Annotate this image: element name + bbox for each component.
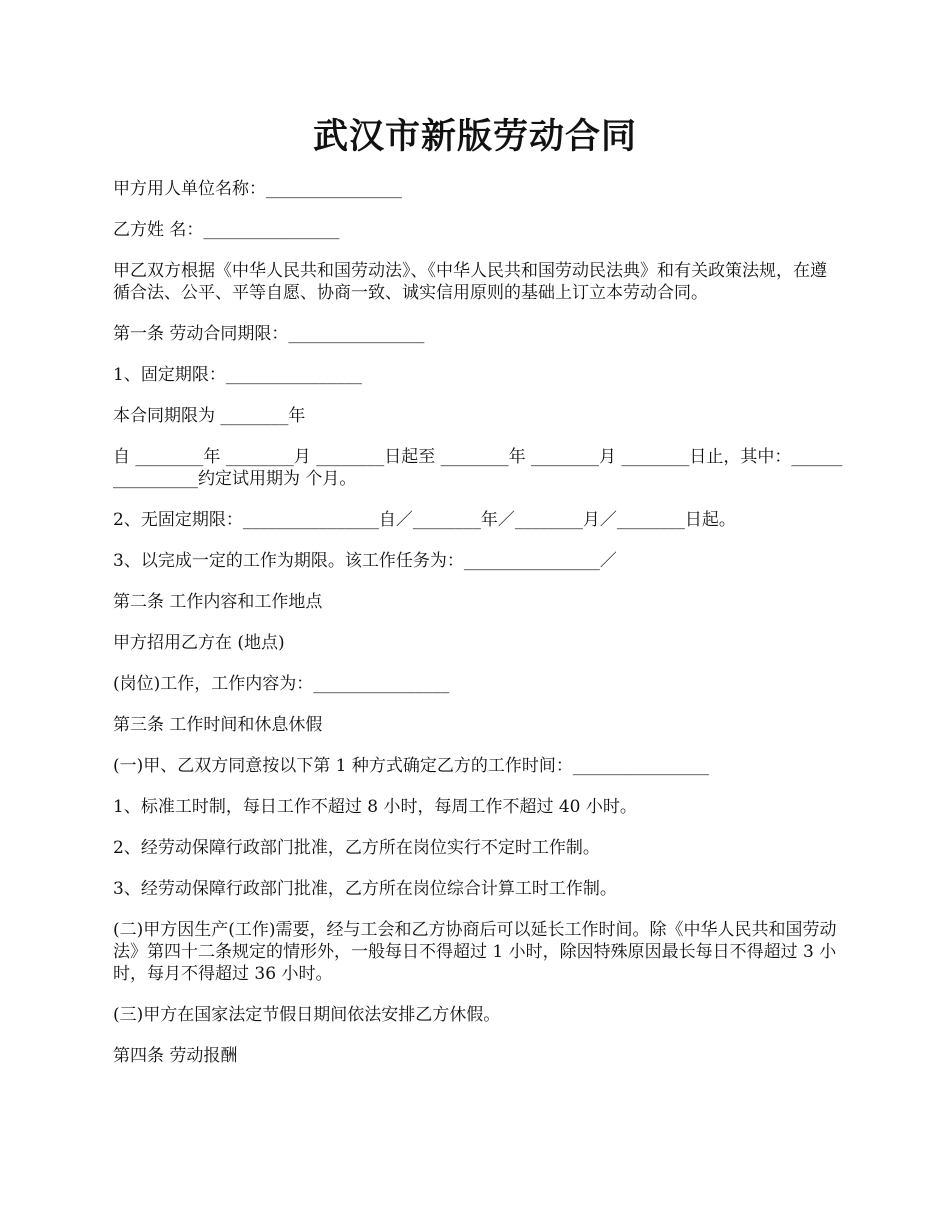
contract-years-line: 本合同期限为 ________年 [113,406,306,426]
fixed-term-line: 1、固定期限：________________ [113,365,362,385]
preamble-paragraph: 甲乙双方根据《中华人民共和国劳动法》、《中华人民共和国劳动民法典》和有关政策法规，在遵循合法、公平、平等自愿、协商一致、诚实信用原则的基础上订立本劳动合同。 [113,261,827,303]
article-2-heading: 第二条 工作内容和工作地点 [113,592,323,612]
open-term-line: 2、无固定期限：________________自／________年／________月／________日起。 [113,510,736,530]
article-4-heading: 第四条 劳动报酬 [113,1046,238,1066]
contract-dates-paragraph: 自 ________年 ________月 ________日起至 ________年 ________月 ________日止，其中：________________约定试用期为 个月。 [113,447,843,489]
article-3-heading: 第三条 工作时间和休息休假 [113,715,323,735]
overtime-paragraph: (二)甲方因生产(工作)需要，经与工会和乙方协商后可以延长工作时间。除《中华人民共和国劳动法》第四十二条规定的情形外，一般每日不得超过 1 小时，除因特殊原因最长每日不得超过 3 小时，每月不得超过 36 小时。 [113,920,837,984]
article-1-heading: 第一条 劳动合同期限：________________ [113,324,425,344]
employer-name-line: 甲方用人单位名称：________________ [113,179,402,199]
document-title: 武汉市新版劳动合同 [312,116,637,157]
standard-hours-line: 1、标准工时制，每日工作不超过 8 小时，每周工作不超过 40 小时。 [113,797,637,817]
task-term-line: 3、以完成一定的工作为期限。该工作任务为：________________／ [113,551,617,571]
document-body [113,178,843,1086]
work-content-line: (岗位)工作，工作内容为：________________ [113,674,450,694]
working-hours-method-line: (一)甲、乙双方同意按以下第 1 种方式确定乙方的工作时间：________________ [113,756,709,776]
comprehensive-hours-line: 3、经劳动保障行政部门批准，乙方所在岗位综合计算工时工作制。 [113,879,617,899]
holiday-line: (三)甲方在国家法定节假日期间依法安排乙方休假。 [113,1005,501,1025]
work-location-line: 甲方招用乙方在 (地点) [113,633,285,653]
employee-name-line: 乙方姓 名：________________ [113,220,340,240]
flexible-hours-line: 2、经劳动保障行政部门批准，乙方所在岗位实行不定时工作制。 [113,838,600,858]
